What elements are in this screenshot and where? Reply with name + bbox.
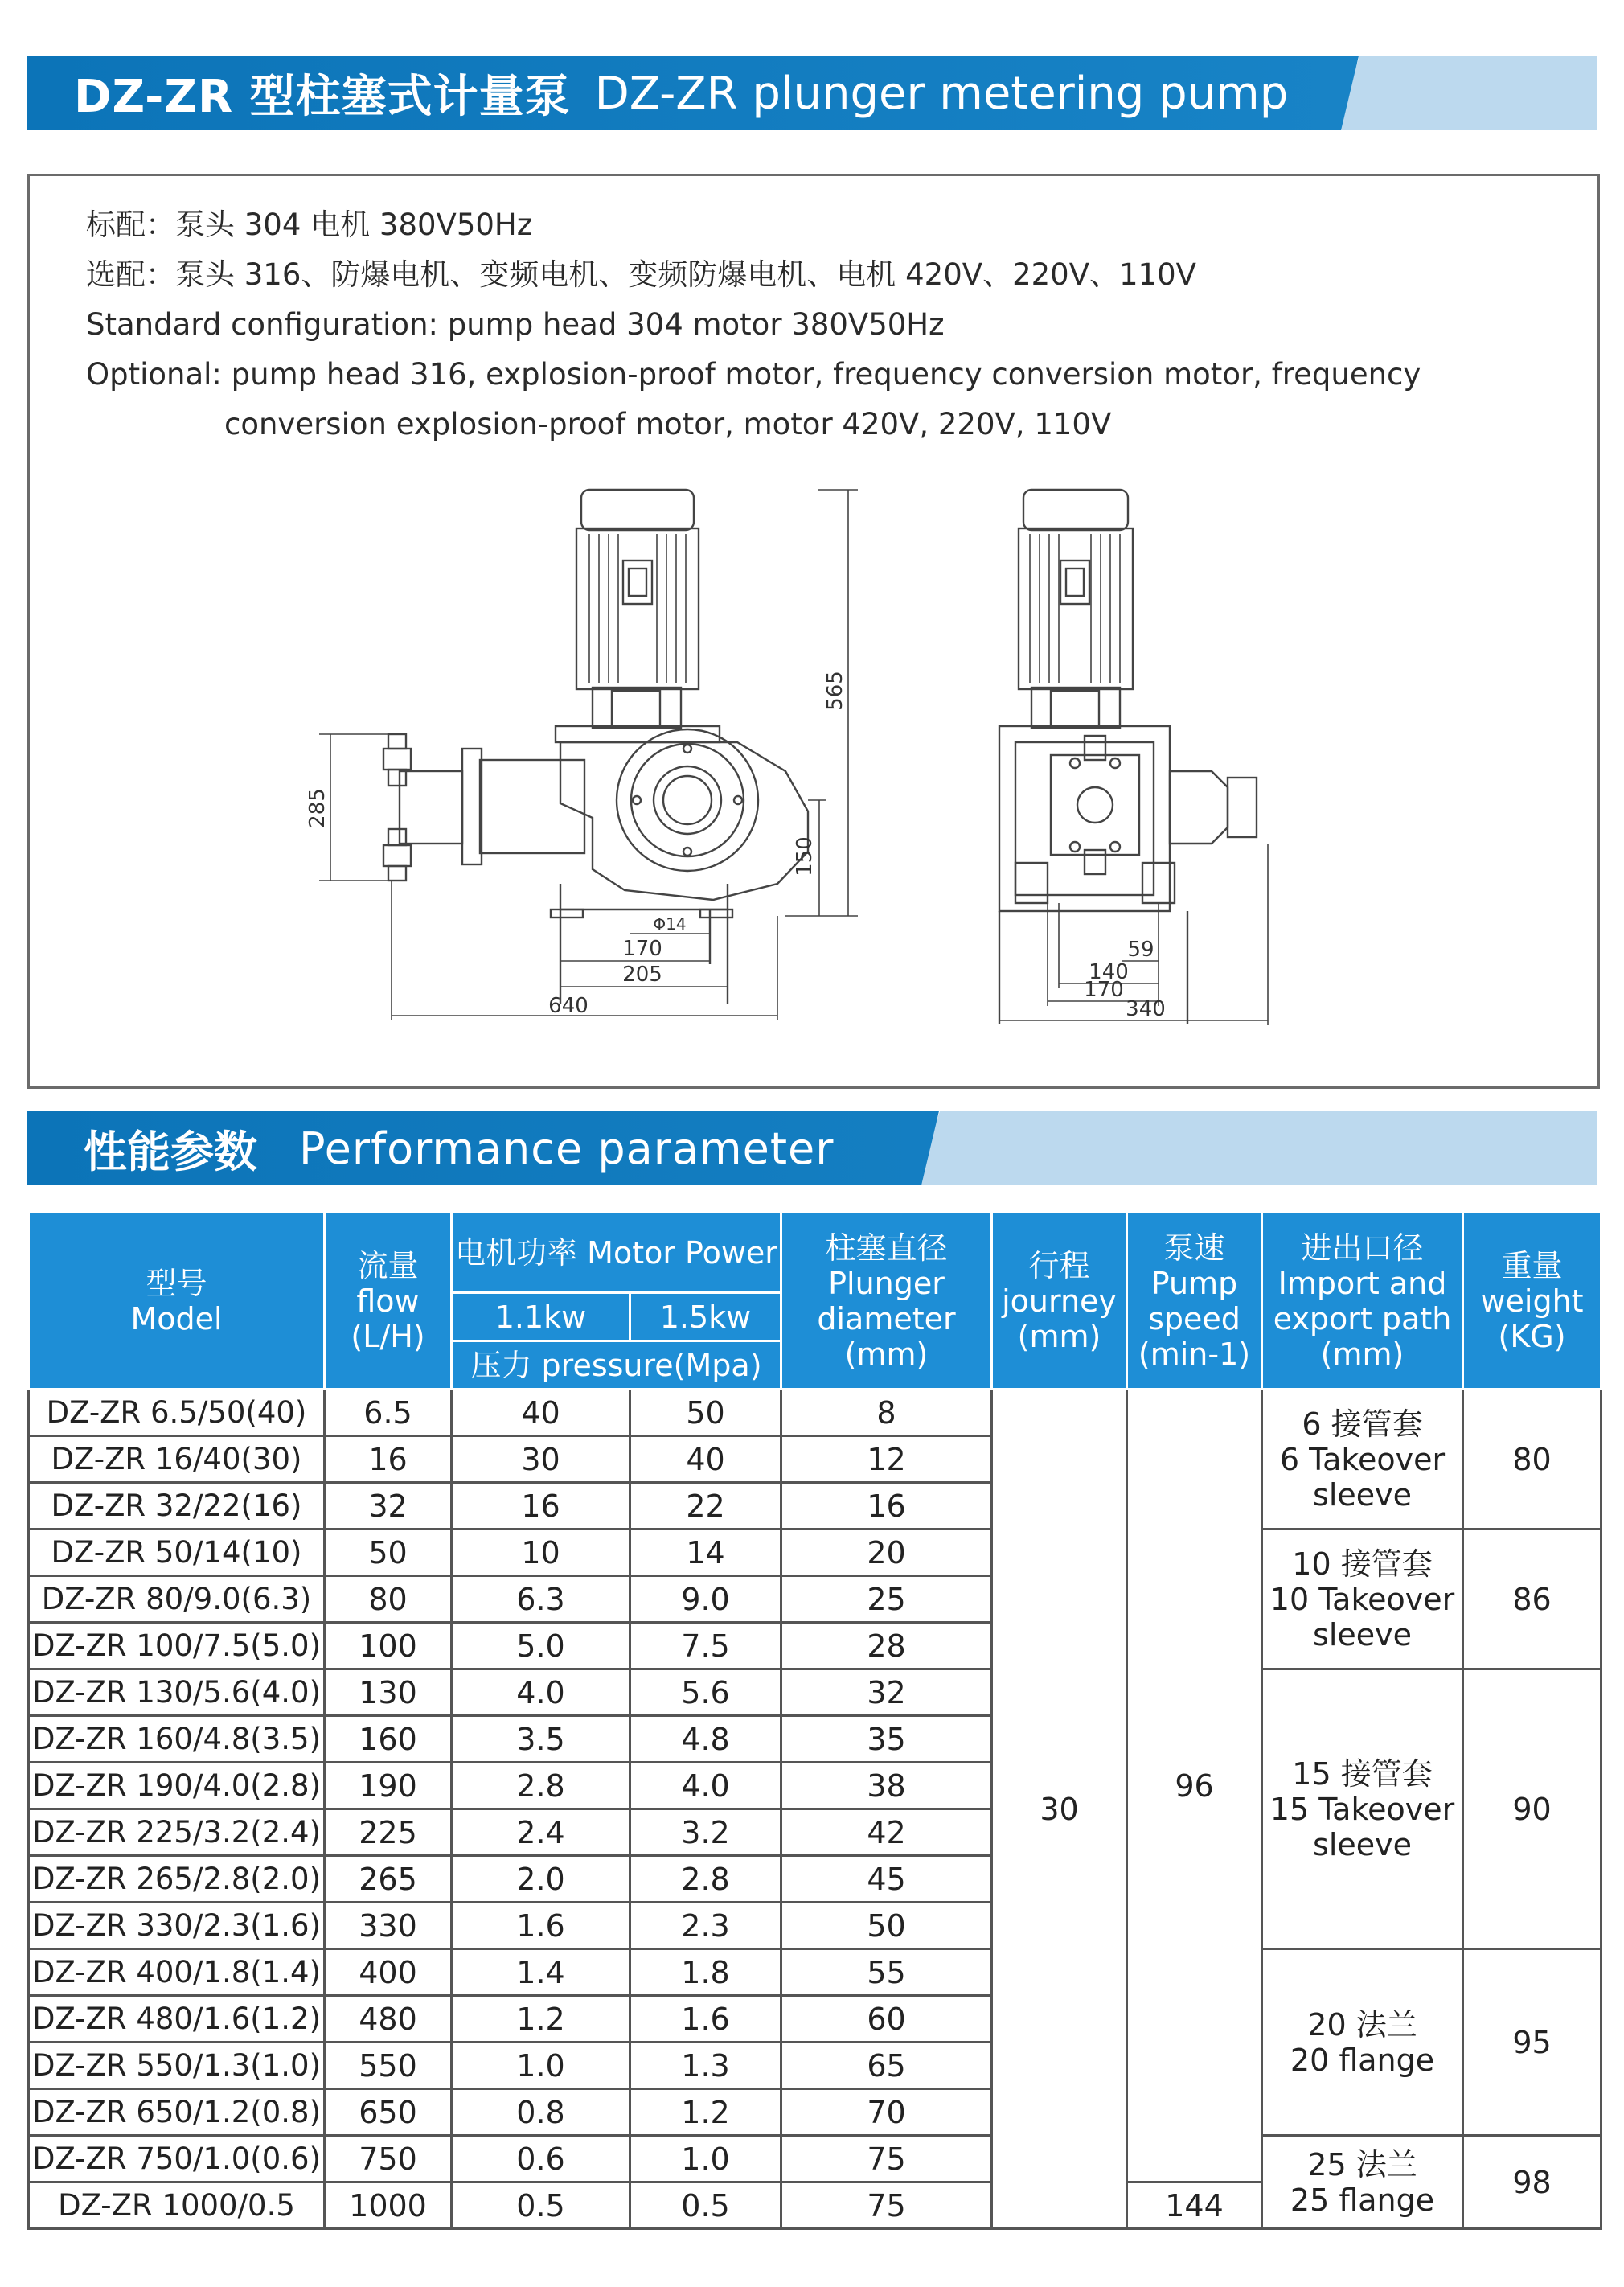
cell-pressure-1-1kw: 0.6 [452,2136,630,2182]
config-line-standard-cn: 标配：泵头 304 电机 380V50Hz [86,207,533,242]
config-line-optional-cn: 选配：泵头 316、防爆电机、变频电机、变频防爆电机、电机 420V、220V、110V [86,257,1196,292]
cell-model: DZ-ZR 6.5/50(40) [29,1390,325,1436]
cell-model: DZ-ZR 130/5.6(4.0) [29,1669,325,1716]
cell-pressure-1-5kw: 22 [630,1483,781,1529]
cell-port-path: 6 接管套 6 Takeover sleeve [1262,1390,1463,1529]
cell-pressure-1-1kw: 1.6 [452,1903,630,1949]
cell-weight: 95 [1463,1949,1601,2136]
perf-title-cn: 性能参数 [84,1126,257,1177]
cell-model: DZ-ZR 225/3.2(2.4) [29,1809,325,1856]
table-row [29,1529,1601,1576]
cell-port-path: 10 接管套 10 Takeover sleeve [1262,1529,1463,1669]
cell-pressure-1-5kw: 5.6 [630,1669,781,1716]
cell-pressure-1-1kw: 6.3 [452,1576,630,1623]
cell-pressure-1-1kw: 1.2 [452,1996,630,2043]
cell-plunger-diameter: 16 [781,1483,992,1529]
cell-flow: 6.5 [325,1390,452,1436]
front-view-drawing [383,490,808,1004]
cell-pressure-1-5kw: 2.3 [630,1903,781,1949]
side-dim-170-label: 170 [1084,978,1124,1002]
title-banner [27,56,1597,130]
title-cn: DZ-ZR 型柱塞式计量泵 [74,71,571,123]
cell-plunger-diameter: 42 [781,1809,992,1856]
cell-pressure-1-1kw: 0.8 [452,2089,630,2136]
cell-flow: 130 [325,1669,452,1716]
dim-170-label: 170 [622,937,662,961]
cell-pressure-1-1kw: 40 [452,1390,630,1436]
cell-plunger-diameter: 8 [781,1390,992,1436]
title-en: DZ-ZR plunger metering pump [594,67,1289,120]
banner-decoration [921,1111,1597,1185]
cell-pump-speed: 144 [1127,2182,1262,2229]
cell-plunger-diameter: 65 [781,2043,992,2089]
cell-plunger-diameter: 70 [781,2089,992,2136]
cell-model: DZ-ZR 265/2.8(2.0) [29,1856,325,1903]
cell-pressure-1-1kw: 30 [452,1436,630,1483]
table-row [29,2136,1601,2182]
cell-model: DZ-ZR 750/1.0(0.6) [29,2136,325,2182]
header-flow: 流量 flow (L/H) [325,1213,452,1390]
cell-pressure-1-1kw: 1.4 [452,1949,630,1996]
dim-phi14-label: Φ14 [653,914,687,934]
cell-flow: 50 [325,1529,452,1576]
cell-flow: 480 [325,1996,452,2043]
cell-pressure-1-1kw: 2.4 [452,1809,630,1856]
cell-flow: 1000 [325,2182,452,2229]
banner-decoration [1341,56,1597,130]
cell-plunger-diameter: 35 [781,1716,992,1763]
cell-pressure-1-5kw: 1.3 [630,2043,781,2089]
cell-port-path: 20 法兰 20 flange [1262,1949,1463,2136]
header-motor-power: 电机功率 Motor Power [452,1213,781,1293]
cell-pressure-1-5kw: 0.5 [630,2182,781,2229]
cell-flow: 16 [325,1436,452,1483]
cell-pressure-1-5kw: 4.0 [630,1763,781,1809]
dim-150-label: 150 [793,836,817,877]
header-1-5kw: 1.5kw [630,1293,781,1341]
cell-port-path: 15 接管套 15 Takeover sleeve [1262,1669,1463,1949]
front-view-dimensions [319,490,858,1020]
cell-plunger-diameter: 55 [781,1949,992,1996]
cell-model: DZ-ZR 650/1.2(0.8) [29,2089,325,2136]
cell-flow: 650 [325,2089,452,2136]
config-line-optional-en-cont: conversion explosion-proof motor, motor 420V, 220V, 110V [224,407,1112,441]
header-model: 型号 Model [29,1213,325,1390]
cell-flow: 265 [325,1856,452,1903]
config-line-optional-en: Optional: pump head 316, explosion-proof motor, frequency conversion motor, frequency [86,357,1421,392]
cell-plunger-diameter: 20 [781,1529,992,1576]
cell-pressure-1-5kw: 50 [630,1390,781,1436]
cell-model: DZ-ZR 80/9.0(6.3) [29,1576,325,1623]
cell-pump-speed: 96 [1127,1390,1262,2182]
cell-weight: 86 [1463,1529,1601,1669]
cell-model: DZ-ZR 100/7.5(5.0) [29,1623,325,1669]
cell-pressure-1-1kw: 10 [452,1529,630,1576]
table-row [29,1669,1601,1716]
cell-pressure-1-5kw: 40 [630,1436,781,1483]
cell-pressure-1-5kw: 1.8 [630,1949,781,1996]
cell-flow: 225 [325,1809,452,1856]
header-plunger-diameter: 柱塞直径 Plunger diameter (mm) [781,1213,992,1390]
cell-plunger-diameter: 32 [781,1669,992,1716]
cell-weight: 98 [1463,2136,1601,2229]
cell-pressure-1-1kw: 2.0 [452,1856,630,1903]
cell-flow: 100 [325,1623,452,1669]
cell-pressure-1-5kw: 3.2 [630,1809,781,1856]
cell-plunger-diameter: 60 [781,1996,992,2043]
cell-flow: 550 [325,2043,452,2089]
cell-plunger-diameter: 75 [781,2136,992,2182]
cell-pressure-1-5kw: 1.2 [630,2089,781,2136]
cell-journey: 30 [992,1390,1127,2229]
dim-205-label: 205 [622,963,662,987]
cell-model: DZ-ZR 330/2.3(1.6) [29,1903,325,1949]
cell-flow: 400 [325,1949,452,1996]
cell-pressure-1-5kw: 1.6 [630,1996,781,2043]
cell-model: DZ-ZR 550/1.3(1.0) [29,2043,325,2089]
cell-flow: 80 [325,1576,452,1623]
cell-model: DZ-ZR 190/4.0(2.8) [29,1763,325,1809]
dim-285-label: 285 [306,788,330,828]
cell-flow: 750 [325,2136,452,2182]
performance-banner [27,1111,1597,1185]
config-line-standard-en: Standard configuration: pump head 304 motor 380V50Hz [86,307,945,342]
header-pump-speed: 泵速 Pump speed (min-1) [1127,1213,1262,1390]
performance-table [27,1211,1602,2230]
cell-model: DZ-ZR 160/4.8(3.5) [29,1716,325,1763]
cell-plunger-diameter: 28 [781,1623,992,1669]
header-1-1kw: 1.1kw [452,1293,630,1341]
cell-pressure-1-5kw: 14 [630,1529,781,1576]
header-port-path: 进出口径 Import and export path (mm) [1262,1213,1463,1390]
cell-flow: 330 [325,1903,452,1949]
cell-plunger-diameter: 25 [781,1576,992,1623]
side-dim-140-label: 140 [1089,960,1129,984]
cell-pressure-1-1kw: 16 [452,1483,630,1529]
cell-pressure-1-5kw: 1.0 [630,2136,781,2182]
cell-pressure-1-5kw: 7.5 [630,1623,781,1669]
header-pressure: 压力 pressure(Mpa) [452,1341,781,1390]
cell-pressure-1-1kw: 2.8 [452,1763,630,1809]
cell-flow: 190 [325,1763,452,1809]
configuration-panel [27,174,1600,1089]
pump-dimension-drawing [30,176,1597,1086]
cell-model: DZ-ZR 50/14(10) [29,1529,325,1576]
cell-plunger-diameter: 75 [781,2182,992,2229]
cell-pressure-1-1kw: 4.0 [452,1669,630,1716]
cell-plunger-diameter: 38 [781,1763,992,1809]
cell-pressure-1-1kw: 5.0 [452,1623,630,1669]
cell-pressure-1-1kw: 0.5 [452,2182,630,2229]
cell-pressure-1-1kw: 3.5 [452,1716,630,1763]
table-row [29,1949,1601,1996]
header-journey: 行程 journey (mm) [992,1213,1127,1390]
cell-flow: 32 [325,1483,452,1529]
cell-model: DZ-ZR 32/22(16) [29,1483,325,1529]
cell-pressure-1-5kw: 2.8 [630,1856,781,1903]
cell-pressure-1-5kw: 4.8 [630,1716,781,1763]
table-row [29,1390,1601,1436]
dim-565-label: 565 [823,671,847,711]
header-weight: 重量 weight (KG) [1463,1213,1601,1390]
cell-model: DZ-ZR 16/40(30) [29,1436,325,1483]
cell-plunger-diameter: 12 [781,1436,992,1483]
cell-model: DZ-ZR 1000/0.5 [29,2182,325,2229]
cell-plunger-diameter: 50 [781,1903,992,1949]
cell-plunger-diameter: 45 [781,1856,992,1903]
cell-weight: 80 [1463,1390,1601,1529]
cell-port-path: 25 法兰 25 flange [1262,2136,1463,2229]
perf-title-en: Performance parameter [299,1123,835,1174]
cell-model: DZ-ZR 480/1.6(1.2) [29,1996,325,2043]
cell-pressure-1-1kw: 1.0 [452,2043,630,2089]
dim-640-label: 640 [548,994,588,1018]
cell-pressure-1-5kw: 9.0 [630,1576,781,1623]
cell-model: DZ-ZR 400/1.8(1.4) [29,1949,325,1996]
cell-weight: 90 [1463,1669,1601,1949]
side-dim-340-label: 340 [1126,997,1166,1021]
cell-flow: 160 [325,1716,452,1763]
side-dim-59-label: 59 [1127,938,1154,962]
